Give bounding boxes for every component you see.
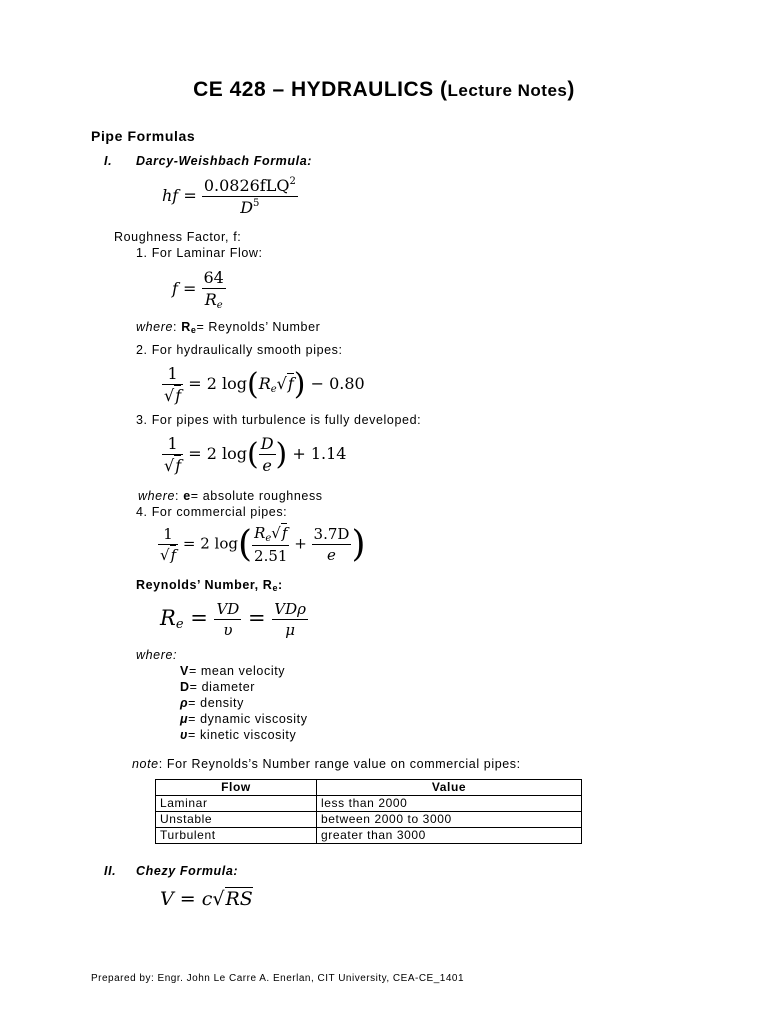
page-title	[0, 78, 768, 102]
table-row	[156, 828, 582, 844]
case-laminar: 1. For Laminar Flow:	[136, 246, 263, 260]
item-name-darcy: Darcy-Weishbach Formula:	[136, 154, 313, 168]
smooth-rhs-pre: = 2 log	[188, 374, 247, 393]
var-velocity	[180, 664, 285, 678]
flow-table	[155, 779, 582, 844]
turbulent-inner-fraction	[259, 434, 276, 475]
footer: Prepared by: Engr. John Le Carre A. Enerlan, CIT University, CEA-CE_1401	[91, 973, 465, 984]
title-subtitle: Lecture Notes	[447, 81, 568, 100]
laminar-fraction	[202, 268, 226, 311]
var-diameter-text: = diameter	[189, 680, 256, 694]
note-line	[132, 757, 521, 771]
re-subscript: e	[190, 325, 197, 335]
where-label-1: where	[136, 320, 174, 334]
turbulent-fraction: $\frac{1}{√f}$	[164, 434, 182, 475]
var-dynamic-viscosity-text: = dynamic viscosity	[188, 712, 308, 726]
var-kinetic-viscosity-symbol: υ	[180, 728, 188, 742]
case-commercial: 4. For commercial pipes:	[136, 505, 288, 519]
case-turbulent: 3. For pipes with turbulence is fully developed:	[136, 413, 422, 427]
darcy-equation: hf = $\frac{0.0826fLQ^2}{D^5}$	[162, 176, 296, 217]
commercial-inner-fraction-2	[312, 525, 352, 564]
section-heading: Pipe Formulas	[91, 128, 196, 144]
where-label-3-text: where	[136, 648, 174, 662]
laminar-den-base: R	[204, 290, 217, 309]
e-definition: = absolute roughness	[190, 489, 323, 503]
table-cell: Turbulent	[156, 828, 317, 844]
where-label-2: where	[138, 489, 176, 503]
note-label: note	[132, 757, 159, 771]
darcy-lhs: hf	[162, 186, 179, 205]
table-cell: Laminar	[156, 796, 317, 812]
reynolds-heading-sub: e	[272, 583, 279, 593]
reynolds-fraction-2	[272, 600, 308, 639]
turbulent-inner-den: e	[262, 456, 272, 475]
commercial-one: 1	[158, 525, 178, 545]
turbulent-rhs-pre: = 2 log	[188, 444, 247, 463]
note-text: : For Reynolds’s Number range value on commercial pipes:	[158, 757, 521, 771]
commercial-rhs-pre: = 2 log	[182, 534, 238, 553]
darcy-denominator: D	[240, 198, 254, 217]
reynolds-num2: VDρ	[274, 600, 306, 618]
reynolds-den2: μ	[285, 621, 295, 639]
table-cell: less than 2000	[317, 796, 582, 812]
reynolds-heading-colon: :	[278, 578, 283, 592]
re-definition: = Reynolds’ Number	[196, 320, 321, 334]
laminar-den-sub: e	[216, 300, 223, 311]
table-header: Flow	[156, 780, 317, 796]
var-dynamic-viscosity	[180, 712, 308, 726]
turbulent-inner-num: D	[260, 434, 274, 453]
item-numeral-1: I.	[104, 154, 113, 168]
reynolds-num1: VD	[216, 600, 240, 618]
turbulent-rhs-post: + 1.14	[292, 444, 347, 463]
commercial-inner-fraction-1: $\frac{R_e√f}{2.51}$	[254, 524, 288, 565]
var-dynamic-viscosity-symbol: μ	[180, 712, 189, 726]
table-row	[156, 812, 582, 828]
where-e-line: where: e= absolute roughness	[138, 489, 323, 503]
var-diameter	[180, 680, 255, 694]
laminar-equation: f = $\frac{64}{Re}$	[172, 268, 224, 311]
roughness-label: Roughness Factor, f:	[114, 230, 242, 244]
reynolds-den1: υ	[223, 621, 233, 639]
table-cell: greater than 3000	[317, 828, 582, 844]
var-kinetic-viscosity	[180, 728, 296, 742]
darcy-fraction	[202, 176, 298, 217]
re-symbol: R	[181, 320, 191, 334]
title-close: )	[567, 78, 575, 101]
smooth-equation: $\frac{1}{√f}$ = 2 log(Re√f) − 0.80	[164, 364, 365, 405]
var-density-symbol: ρ	[180, 696, 189, 710]
var-density	[180, 696, 244, 710]
title-main: CE 428 – HYDRAULICS (	[193, 78, 448, 101]
darcy-den-exp: 5	[253, 198, 260, 209]
var-velocity-text: = mean velocity	[188, 664, 286, 678]
where-re-line: where: Re= Reynolds’ Number	[136, 320, 321, 335]
smooth-fraction: $\frac{1}{√f}$	[164, 364, 182, 405]
darcy-num-exp: 2	[289, 176, 296, 187]
chezy-c: c	[201, 888, 213, 910]
darcy-numerator: 0.0826fLQ	[203, 176, 290, 195]
turbulent-equation: $\frac{1}{√f}$ = 2 log( $\frac{D}{e}$ ) + 1.14	[164, 434, 347, 475]
chezy-root: RS	[225, 888, 253, 910]
commercial-equation: $\frac{1}{√f}$ = 2 log( $\frac{R_e√f}{2.51}$ + $\frac{3.7D}{e}$ )	[160, 524, 366, 565]
chezy-lhs: V	[160, 888, 174, 910]
where-label-3: where:	[136, 648, 178, 662]
table-cell: between 2000 to 3000	[317, 812, 582, 828]
laminar-lhs: f	[172, 279, 178, 298]
table-header: Value	[317, 780, 582, 796]
var-density-text: = density	[188, 696, 244, 710]
table-cell: Unstable	[156, 812, 317, 828]
commercial-den1: 2.51	[254, 547, 288, 565]
reynolds-heading-text: Reynolds’ Number, R	[136, 578, 273, 592]
laminar-numerator: 64	[203, 268, 224, 287]
table-header-row	[156, 780, 582, 796]
item-numeral-2: II.	[104, 864, 117, 878]
reynolds-heading	[136, 578, 283, 593]
reynolds-equation: Re = $\frac{VD}{\upsilon}$ = $\frac{\text{VDρ}}{\mu}$	[160, 600, 306, 639]
var-velocity-symbol: V	[180, 664, 189, 678]
commercial-fraction: $\frac{1}{√f}$	[160, 525, 177, 564]
commercial-num2: 3.7D	[313, 525, 350, 543]
smooth-rhs-post: − 0.80	[310, 374, 365, 393]
smooth-one: 1	[162, 364, 183, 385]
turbulent-one: 1	[162, 434, 183, 455]
item-name-chezy: Chezy Formula:	[136, 864, 239, 878]
var-diameter-symbol: D	[180, 680, 190, 694]
table-row	[156, 796, 582, 812]
var-kinetic-viscosity-text: = kinetic viscosity	[188, 728, 297, 742]
e-symbol: e	[183, 489, 191, 503]
commercial-den2: e	[327, 546, 336, 564]
case-smooth: 2. For hydraulically smooth pipes:	[136, 343, 343, 357]
reynolds-fraction-1	[214, 600, 241, 639]
chezy-equation: V = c√RS	[160, 888, 253, 910]
